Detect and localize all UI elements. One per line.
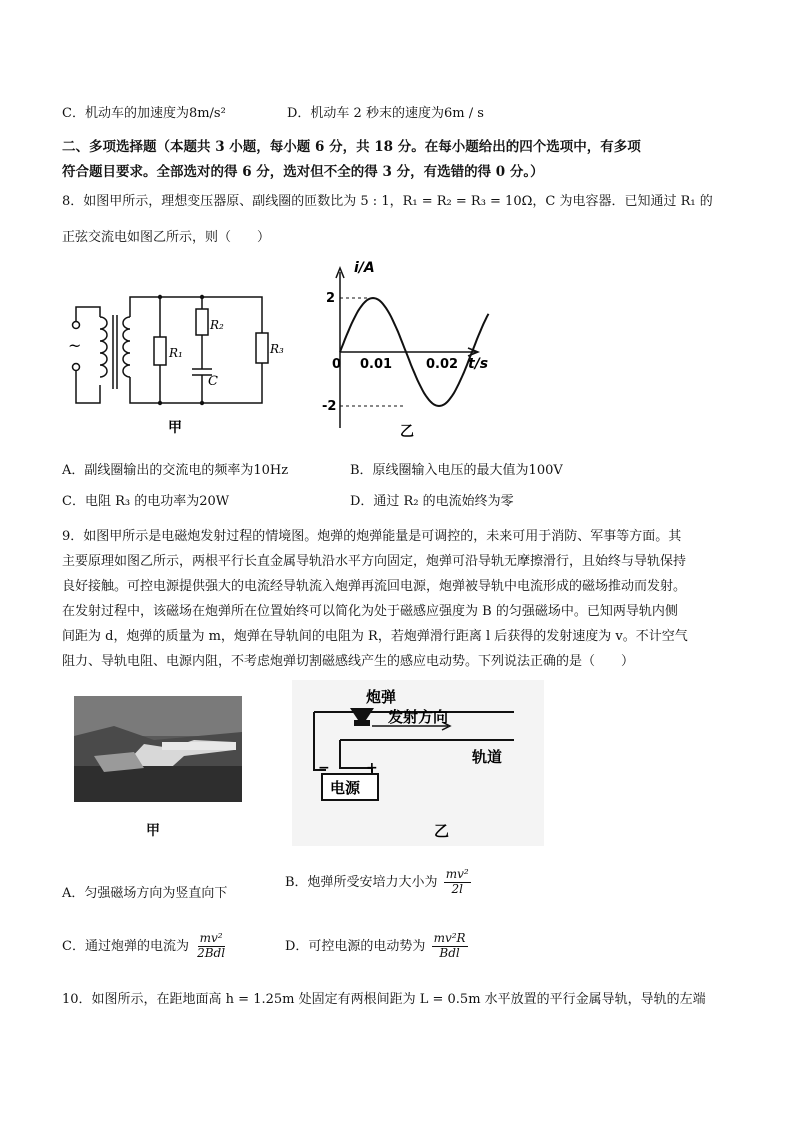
q8-option-c: C．电阻 R₃ 的电功率为20W [62,494,230,509]
fig-caption-jia: 甲 [168,420,182,436]
q7-option-c: C．机动车的加速度为8m/s² [62,106,226,121]
q9-option-b-denominator: 2l [451,881,463,896]
q9-stem-line4: 在发射过程中，该磁场在炮弹所在位置始终可以简化为处于磁感应强度为 B 的匀强磁场中。已知两导轨内侧 [62,604,678,619]
q9-option-c-fraction [195,932,227,961]
q9-option-c-numerator: mv² [199,931,223,945]
label-shell: 炮弹 [366,688,397,706]
q8-stem-line1: 8．如图甲所示，理想变压器原、副线圈的匝数比为 5 : 1，R₁ = R₂ = R₃ = 10Ω，C 为电容器．已知通过 R₁ 的 [62,194,713,209]
q9-stem-line3: 良好接触。可控电源提供强大的电流经导轨流入炮弹再流回电源，炮弹被导轨中电流形成的磁场推动而发射。 [62,579,687,594]
x-tick-002: 0.02 [426,357,459,372]
q9-option-d-numerator: mv²R [433,931,466,945]
q9-option-b-numerator: mv² [445,867,469,881]
q9-option-c-text: C．通过炮弹的电流为 [62,938,189,954]
section2-heading-line1: 二、多项选择题（本题共 3 小题，每小题 6 分，共 18 分。在每小题给出的四个选项中，有多项 [62,139,641,155]
label-track: 轨道 [472,748,503,766]
label-c: C [208,374,218,389]
q9-stem-line2: 主要原理如图乙所示，两根平行长直金属导轨沿水平方向固定，炮弹可沿导轨无摩擦滑行，且始终与导轨保持 [62,554,687,569]
label-power-source: 电源 [330,779,361,797]
q8-option-a: A．副线圈输出的交流电的频率为10Hz [62,463,289,478]
q9-option-b-fraction [444,868,471,897]
x-tick-001: 0.01 [360,357,393,372]
resistor-r1 [154,337,166,365]
y-axis-label: i/A [354,260,375,276]
q9-stem-line6: 阻力、导轨电阻、电源内阻，不考虑炮弹切割磁感线产生的感应电动势。下列说法正确的是（ ） [62,654,635,669]
label-r2: R₂ [210,318,224,332]
q9-option-c [62,932,229,961]
y-tick-neg: -2 [322,399,337,414]
y-tick-pos: 2 [326,291,336,306]
q9-option-d-denominator: Bdl [439,945,460,960]
resistor-r3 [256,333,268,363]
ac-symbol: ~ [68,336,82,355]
label-launch-direction: 发射方向 [388,708,449,726]
q9-railgun-schematic [292,680,544,846]
q9-option-c-denominator: 2Bdl [197,945,226,960]
fig-caption-yi-2: 乙 [434,822,450,840]
q10-stem-line1: 10．如图所示，在距地面高 h = 1.25m 处固定有两根间距为 L = 0.5m 水平放置的平行金属导轨，导轨的左端 [62,992,706,1007]
fig-caption-yi: 乙 [400,424,414,440]
q9-option-a: A．匀强磁场方向为竖直向下 [62,886,228,901]
q7-option-d: D．机动车 2 秒末的速度为6m / s [287,106,484,121]
label-minus: − [318,760,330,776]
label-r3: R₃ [270,342,284,356]
q9-fig-caption-jia: 甲 [146,823,160,839]
x-axis-label: t/s [468,356,489,372]
terminal-top [73,322,80,329]
x-tick-origin: 0 [332,357,342,372]
q8-circuit-diagram [62,285,282,435]
q8-current-graph [318,258,498,438]
label-r1: R₁ [169,346,183,360]
railgun-photo [74,696,242,802]
q9-option-d [285,932,470,961]
q9-stem-line5: 间距为 d，炮弹的质量为 m，炮弹在导轨间的电阻为 R，若炮弹滑行距离 l 后获得的发射速度为 v。不计空气 [62,629,688,644]
q9-option-b [285,868,473,897]
q9-option-d-text: D．可控电源的电动势为 [285,938,426,954]
terminal-bottom [73,364,80,371]
q9-option-b-text: B．炮弹所受安培力大小为 [285,874,438,890]
resistor-r2 [196,309,208,335]
q8-stem-line2: 正弦交流电如图乙所示，则（ ） [62,230,271,245]
q9-stem-line1: 9．如图甲所示是电磁炮发射过程的情境图。炮弹的炮弹能量是可调控的，未来可用于消防、军事等方面。其 [62,529,682,544]
label-plus: + [366,760,378,776]
q8-option-d: D．通过 R₂ 的电流始终为零 [350,494,514,509]
section2-heading-line2: 符合题目要求。全部选对的得 6 分，选对但不全的得 3 分，有选错的得 0 分。） [62,164,544,180]
q9-option-d-fraction [432,932,468,961]
q8-option-b: B．原线圈输入电压的最大值为100V [350,463,563,478]
